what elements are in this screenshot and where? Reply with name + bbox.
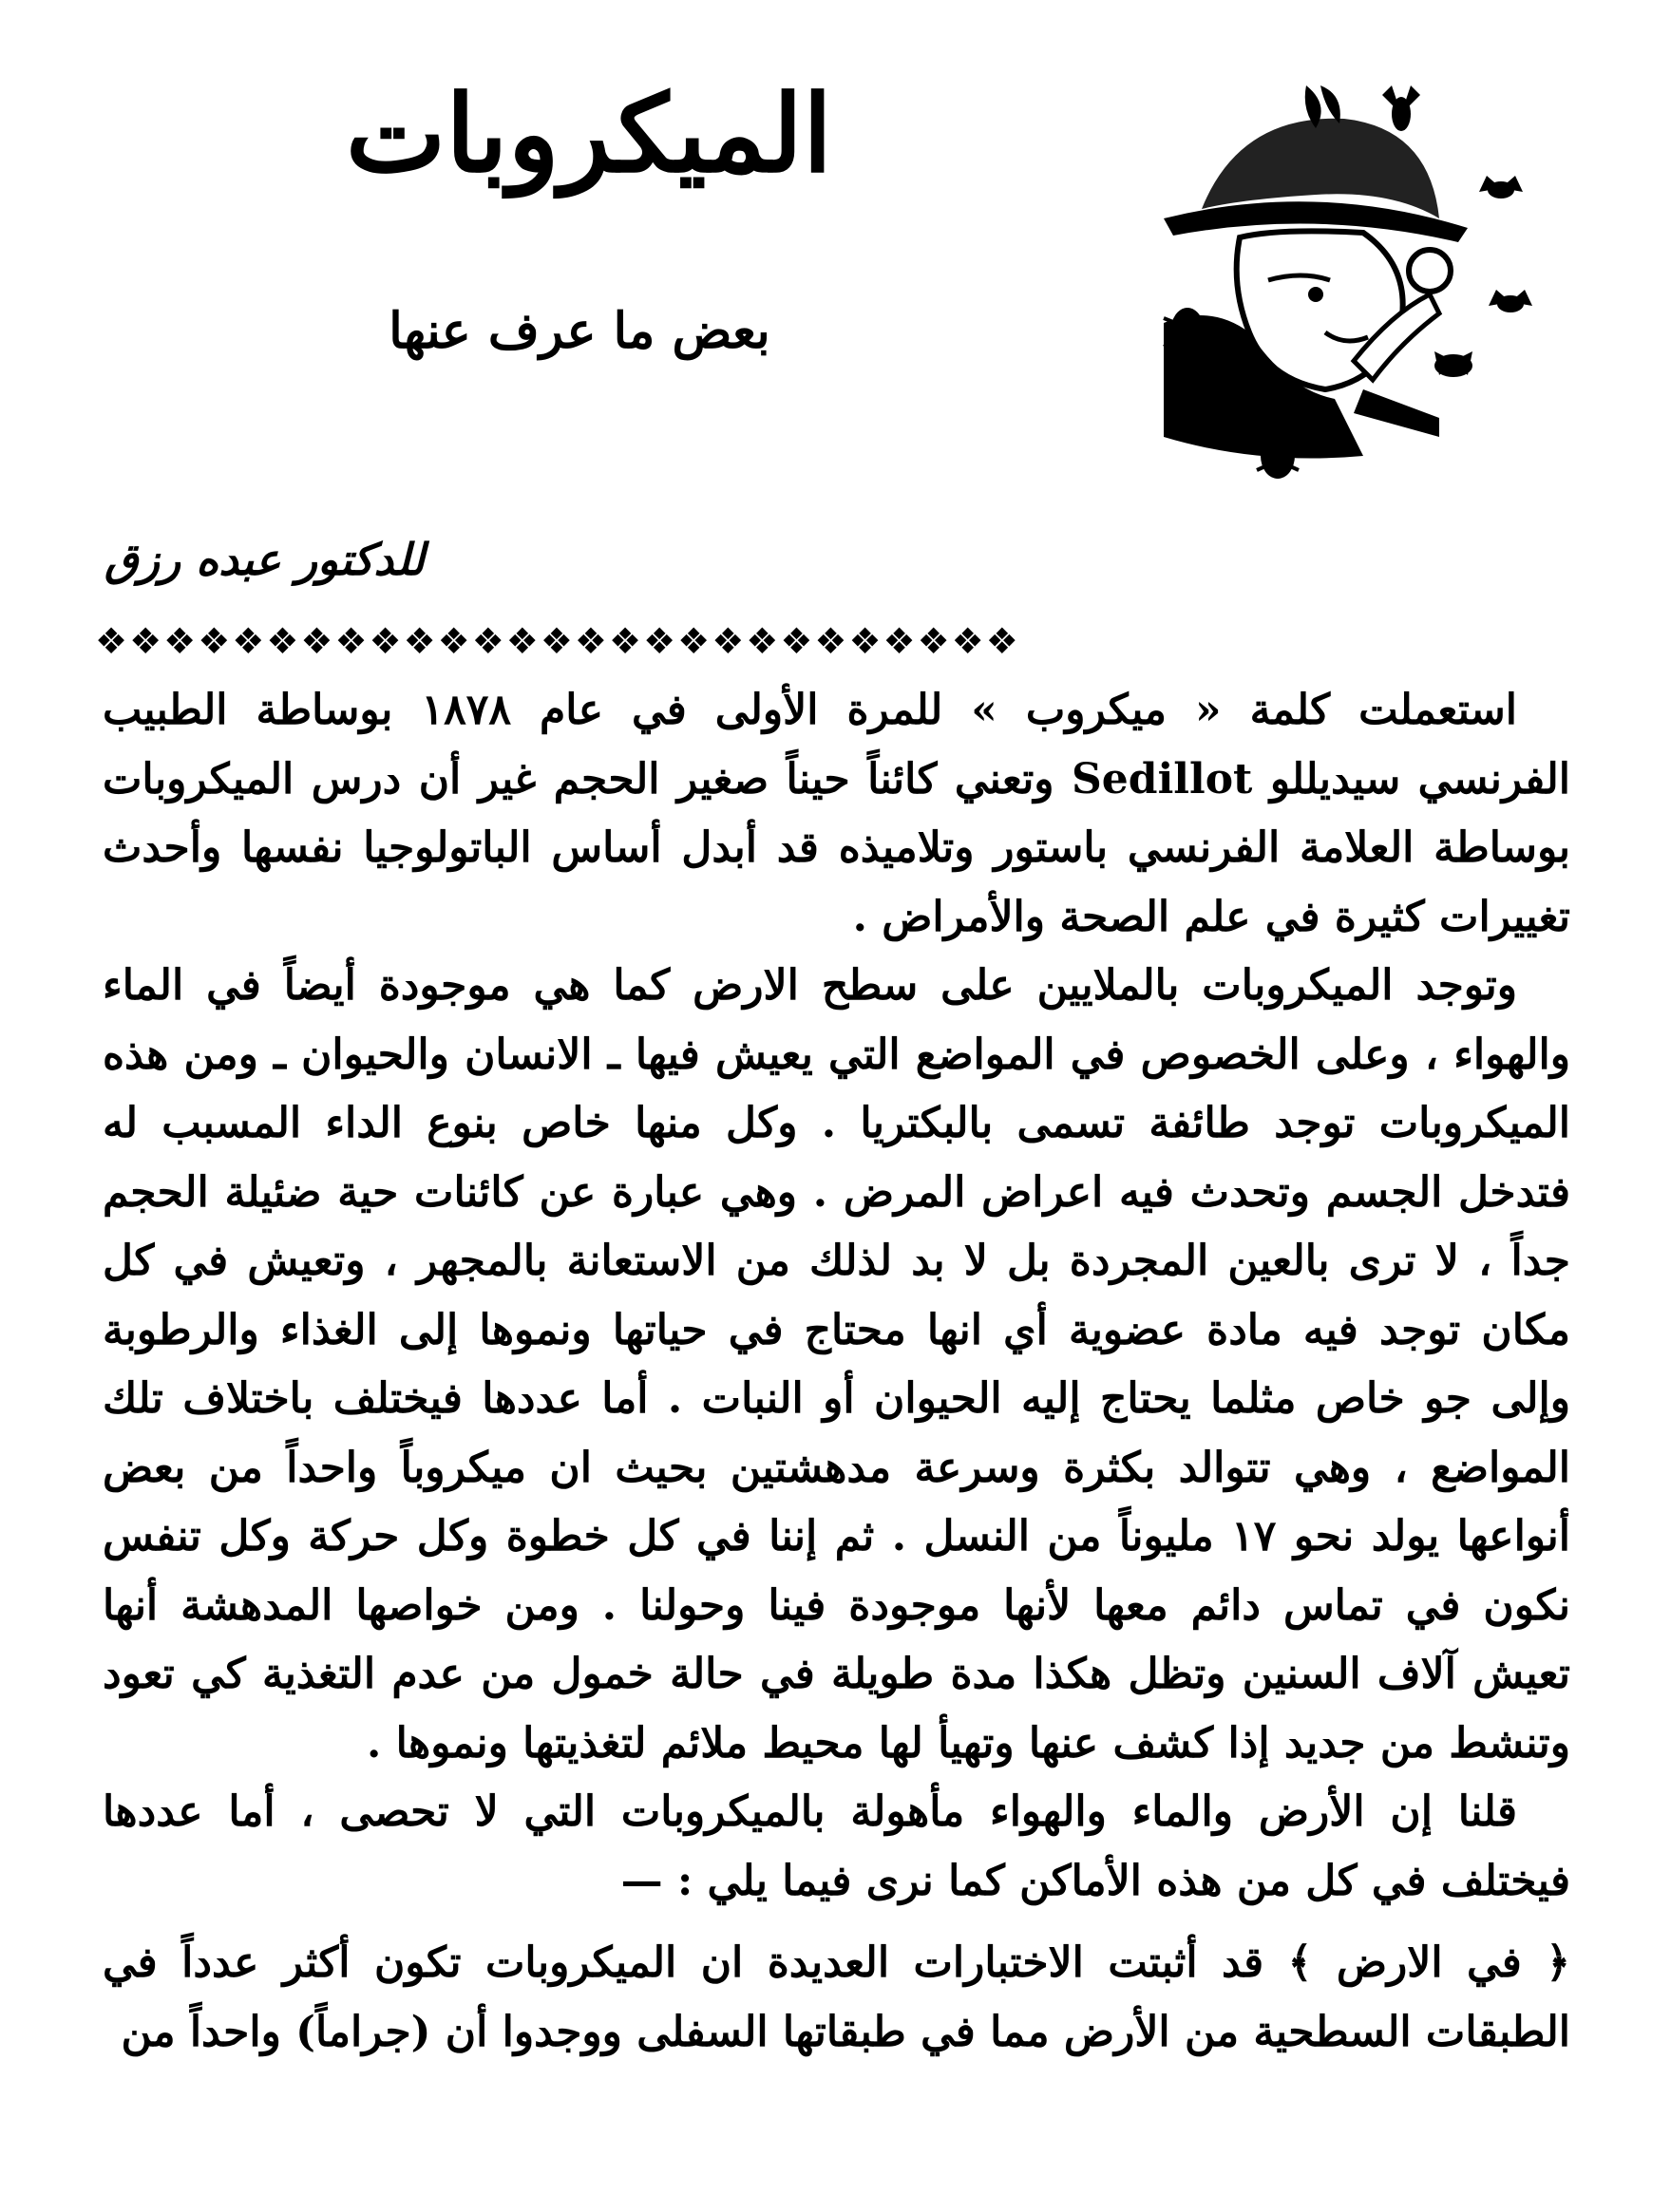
author-byline: للدكتور عبده رزق — [104, 534, 425, 585]
article-title: الميكروبات — [345, 72, 833, 197]
detective-illustration-icon — [1126, 76, 1544, 513]
ornamental-divider: ❖❖❖❖❖❖❖❖❖❖❖❖❖❖❖❖❖❖❖❖❖❖❖❖❖❖❖ — [95, 622, 1020, 660]
paragraph: وتوجد الميكروبات بالملايين على سطح الارض كما هي موجودة أيضاً في الماء والهواء ، وعلى الخصوص في المواضع التي يعيش فيها ـ الانسان والحيوان ـ ومن هذه الميكروبات توجد طائفة تسمى بالبكتريا . وكل منها خاص بنوع الداء المسبب له فتدخل الجسم وتحدث فيه اعراض المرض . وهي عبارة عن كائنات حية ضئيلة الحجم جداً ، لا ترى بالعين المجردة بل لا بد لذلك من الاستعانة بالمجهر ، وتعيش في كل مكان توجد فيه مادة عضوية أي انها محتاج في حياتها ونموها إلى الغذاء والرطوبة وإلى جو خاص مثلما يحتاج إليه الحيوان أو النبات . أما عددها فيختلف باختلاف تلك المواضع ، وهي تتوالد بكثرة وسرعة مدهشتين بحيث ان ميكروباً واحداً من بعض أنواعها يولد نحو ١٧ مليوناً من النسل . ثم إننا في كل خطوة وكل حركة وكل تنفس نكون في تماس دائم معها لأنها موجودة فينا وحولنا . ومن خواصها المدهشة أنها تعيش آلاف السنين وتظل هكذا مدة طويلة في حالة خمول من عدم التغذية كي تعود وتنشط من جديد إذا كشف عنها وتهيأ لها محيط ملائم لتغذيتها ونموها . — [103, 961, 1570, 1768]
paragraph: ﴿ في الارض ﴾ قد أثبتت الاختبارات العديدة ان الميكروبات تكون أكثر عدداً في الطبقات السطحية من الأرض مما في طبقاتها السفلى ووجدوا أن (جراماً) واحداً من — [103, 1938, 1570, 2056]
article-subtitle: بعض ما عرف عنها — [389, 302, 770, 360]
article-body — [103, 676, 1570, 2067]
paragraph: قلنا إن الأرض والماء والهواء مأهولة بالميكروبات التي لا تحصى ، أما عددها فيختلف في كل من هذه الأماكن كما نرى فيما يلي : — — [103, 1787, 1570, 1905]
paragraph: استعملت كلمة « ميكروب » للمرة الأولى في عام ١٨٧٨ بوساطة الطبيب الفرنسي سيديللو Sedillot وتعني كائناً حيناً صغير الحجم غير أن درس الميكروبات بوساطة العلامة الفرنسي باستور وتلاميذه قد أبدل أساس الباتولوجيا نفسها وأحدث تغييرات كثيرة في علم الصحة والأمراض . — [103, 686, 1571, 941]
